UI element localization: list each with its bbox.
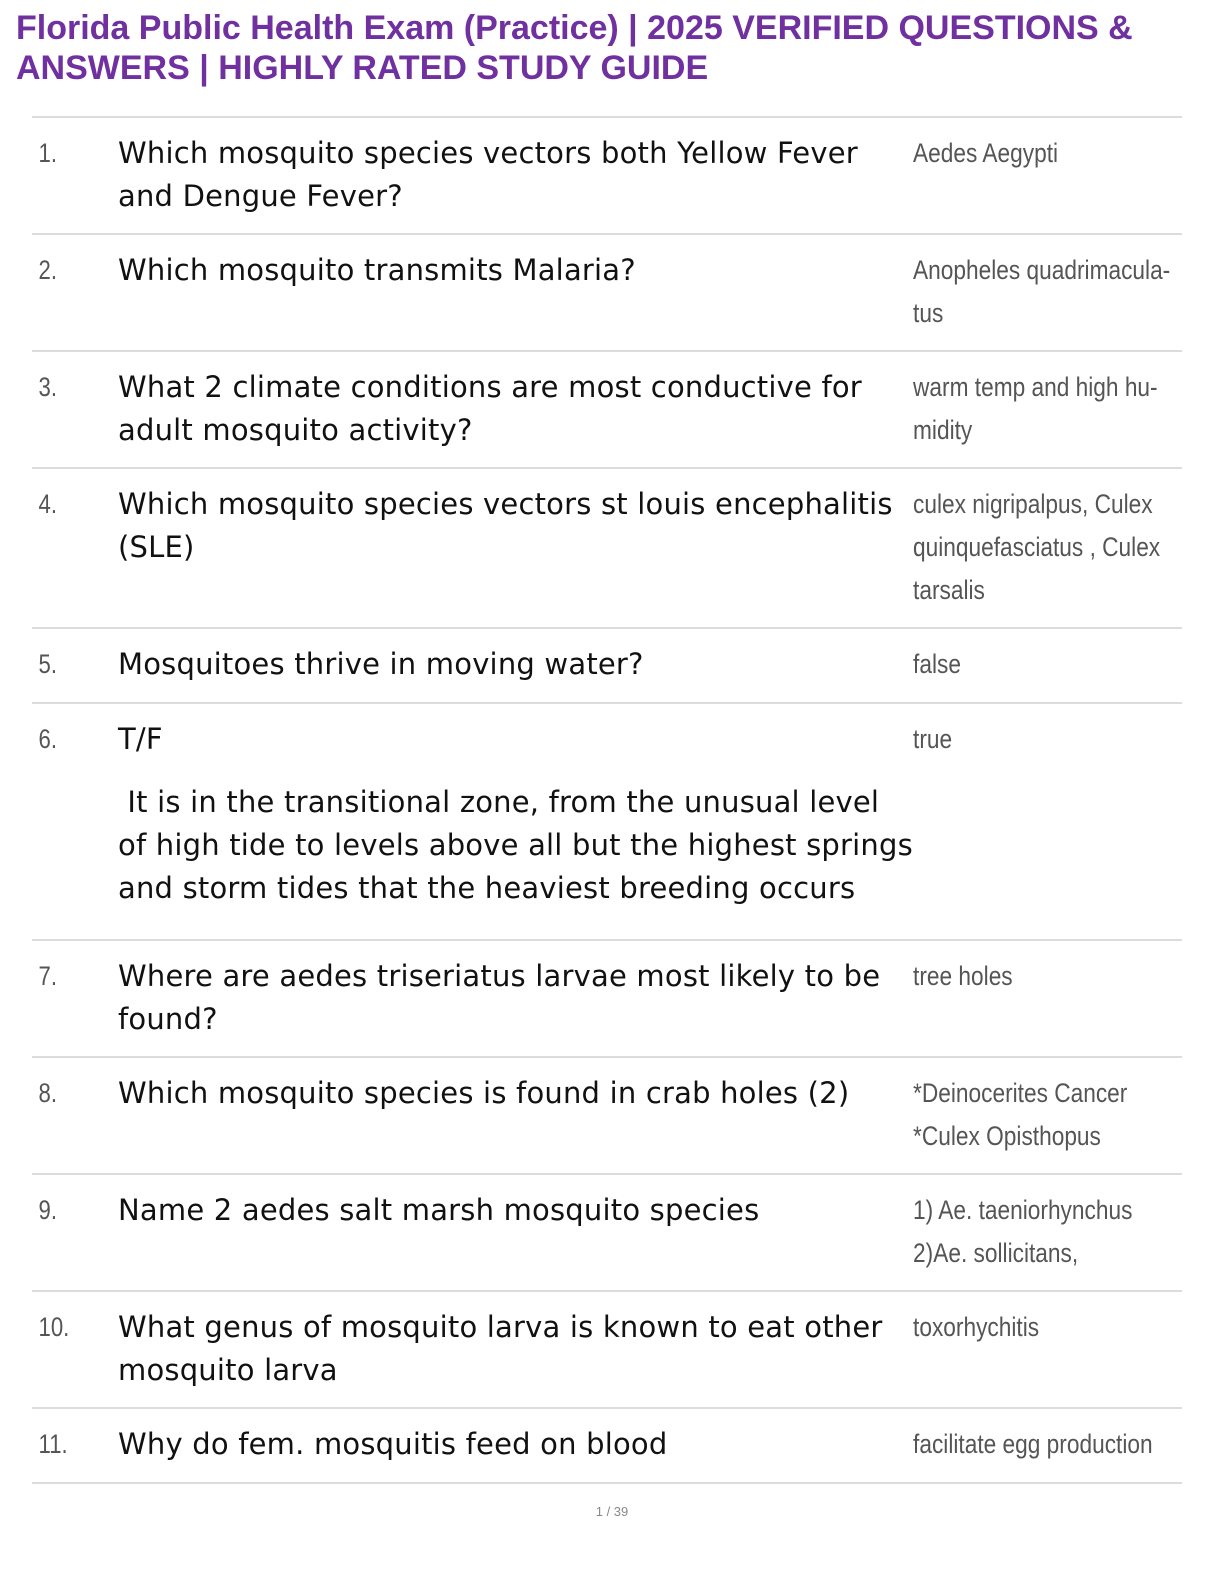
answer-line: Aedes Aegypti — [913, 138, 1059, 168]
answer-text — [908, 1072, 1138, 1173]
answer-text — [908, 483, 1160, 627]
question-line: Which mosquito species is found in crab holes (2) — [118, 1076, 850, 1110]
qa-row — [32, 1175, 1182, 1292]
question-line: and storm tides that the heaviest breeding occurs — [118, 871, 856, 905]
question-number: 8. — [38, 1078, 58, 1108]
question-number: 11. — [38, 1429, 68, 1459]
question-number: 6. — [38, 724, 58, 754]
question-line: Which mosquito species vectors both Yellow Fever — [118, 136, 858, 170]
qa-row — [32, 941, 1182, 1058]
answer-line: facilitate egg production — [913, 1429, 1153, 1459]
question-line: found? — [118, 1002, 218, 1036]
answer-line: quinquefasciatus , Culex — [913, 532, 1161, 562]
answer-text — [908, 643, 1138, 702]
question-number: 3. — [38, 372, 58, 402]
question-text — [118, 1189, 908, 1290]
question-number: 9. — [38, 1195, 58, 1225]
answer-line: *Deinocerites Cancer — [913, 1078, 1128, 1108]
question-line: mosquito larva — [118, 1353, 338, 1387]
question-line: Why do fem. mosquitis feed on blood — [118, 1427, 668, 1461]
answer-text — [908, 1423, 1153, 1482]
answer-line: *Culex Opisthopus — [913, 1121, 1101, 1151]
qa-row — [32, 118, 1182, 235]
question-line: Where are aedes triseriatus larvae most likely to be — [118, 959, 881, 993]
question-line: What 2 climate conditions are most conductive for — [118, 370, 862, 404]
question-text — [118, 1306, 908, 1407]
qa-list — [32, 116, 1182, 1484]
question-number: 5. — [38, 649, 58, 679]
question-line: Which mosquito transmits Malaria? — [118, 253, 636, 287]
question-text — [118, 718, 913, 939]
question-line: and Dengue Fever? — [118, 179, 403, 213]
question-line: adult mosquito activity? — [118, 413, 473, 447]
answer-text — [908, 132, 1138, 233]
answer-line: culex nigripalpus, Culex — [913, 489, 1153, 519]
answer-line: midity — [913, 415, 973, 445]
question-line: Mosquitoes thrive in moving water? — [118, 647, 644, 681]
answer-line: Anopheles quadrimacula- — [913, 255, 1171, 285]
document-title-line-1: Florida Public Health Exam (Practice) | 2025 VERIFIED QUESTIONS & — [16, 9, 1133, 47]
answer-line: tarsalis — [913, 575, 985, 605]
answer-text — [908, 1306, 1138, 1407]
question-text — [118, 1072, 908, 1173]
question-text — [118, 249, 908, 350]
qa-row — [32, 469, 1182, 629]
answer-text — [908, 718, 1138, 939]
page-indicator: 1 / 39 — [595, 1504, 629, 1519]
answer-text — [908, 1189, 1138, 1290]
question-text — [118, 132, 908, 233]
answer-line: tree holes — [913, 961, 1013, 991]
question-line: What genus of mosquito larva is known to eat other — [118, 1310, 883, 1344]
question-text — [118, 643, 908, 702]
question-number: 4. — [38, 489, 58, 519]
question-text — [118, 955, 908, 1056]
qa-row — [32, 704, 1182, 941]
question-number: 7. — [38, 961, 58, 991]
answer-line: 1) Ae. taeniorhynchus — [913, 1195, 1133, 1225]
answer-line: tus — [913, 298, 944, 328]
qa-row — [32, 235, 1182, 352]
question-statement — [118, 781, 913, 910]
question-line: (SLE) — [118, 530, 195, 564]
question-line: of high tide to levels above all but the highest springs — [118, 828, 913, 862]
qa-row — [32, 352, 1182, 469]
question-line: T/F — [118, 722, 163, 756]
question-line: Which mosquito species vectors st louis encephalitis — [118, 487, 893, 521]
answer-text — [908, 366, 1158, 467]
question-text — [118, 483, 908, 627]
question-number: 10. — [38, 1312, 70, 1342]
qa-row — [32, 1292, 1182, 1409]
question-text — [118, 366, 908, 467]
answer-text — [908, 249, 1170, 350]
document-title-line-2: ANSWERS | HIGHLY RATED STUDY GUIDE — [16, 49, 709, 87]
question-line: It is in the transitional zone, from the unusual level — [118, 785, 880, 819]
question-text — [118, 1423, 908, 1482]
answer-text — [908, 955, 1138, 1056]
answer-line: false — [913, 649, 961, 679]
answer-line: 2)Ae. sollicitans, — [913, 1238, 1079, 1268]
qa-row — [32, 1409, 1182, 1484]
answer-line: true — [913, 724, 953, 754]
answer-line: toxorhychitis — [913, 1312, 1040, 1342]
qa-row — [32, 629, 1182, 704]
question-number: 1. — [38, 138, 58, 168]
question-number: 2. — [38, 255, 58, 285]
question-line: Name 2 aedes salt marsh mosquito species — [118, 1193, 760, 1227]
qa-row — [32, 1058, 1182, 1175]
document-title — [16, 8, 1206, 88]
answer-line: warm temp and high hu- — [913, 372, 1158, 402]
